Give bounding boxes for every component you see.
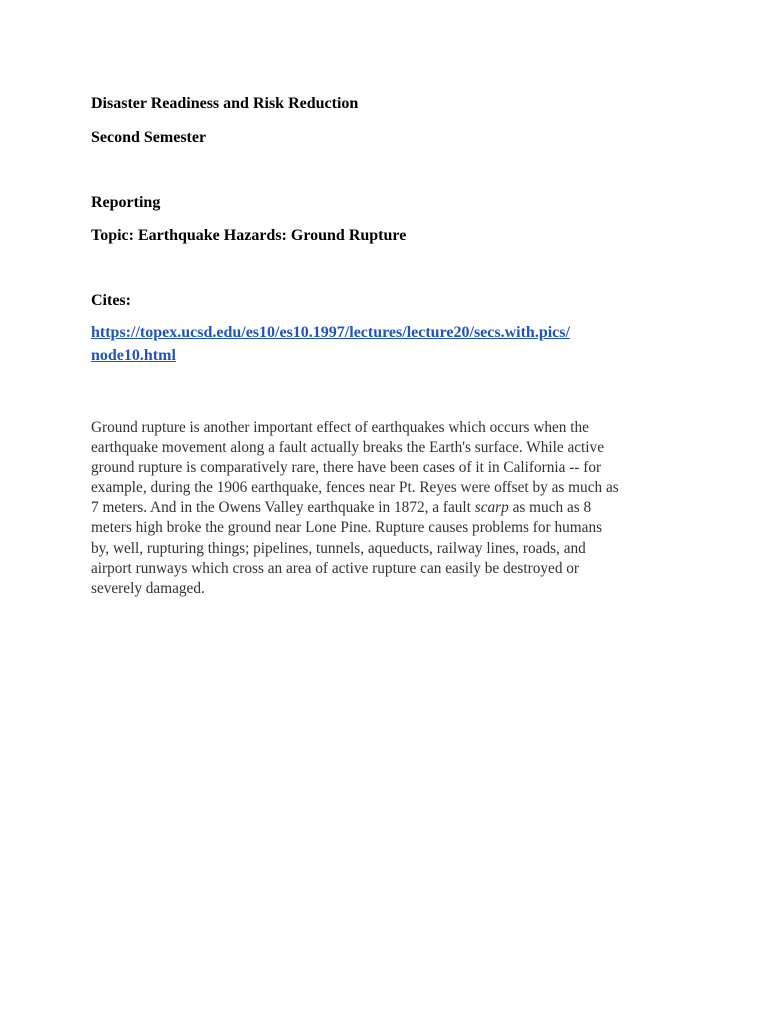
emphasized-term: scarp — [474, 499, 509, 517]
paragraph-line: airport runways which cross an area of active rupture can easily be destroyed or — [91, 559, 580, 577]
activity-label: Reporting — [91, 194, 161, 211]
semester-label: Second Semester — [91, 129, 207, 146]
paragraph-line: earthquake movement along a fault actually breaks the Earth's surface. While active — [91, 439, 604, 457]
course-title: Disaster Readiness and Risk Reduction — [91, 95, 359, 112]
paragraph-line: Ground rupture is another important effect of earthquakes which occurs when the — [91, 419, 589, 436]
paragraph-line: example, during the 1906 earthquake, fences near Pt. Reyes were offset by as much as — [91, 479, 619, 497]
cites-label: Cites: — [91, 292, 131, 309]
paragraph-text: 7 meters. And in the Owens Valley earthquake in 1872, a fault — [91, 499, 475, 517]
paragraph-line: severely damaged. — [91, 579, 205, 597]
citation-link[interactable] — [91, 321, 711, 367]
topic-heading: Topic: Earthquake Hazards: Ground Rupture — [91, 227, 407, 244]
paragraph-line: ground rupture is comparatively rare, there have been cases of it in California -- for — [91, 459, 602, 477]
paragraph-line — [91, 498, 691, 518]
paragraph-line: by, well, rupturing things; pipelines, tunnels, aqueducts, railway lines, roads, and — [91, 539, 586, 557]
body-paragraph — [91, 418, 691, 599]
paragraph-line: meters high broke the ground near Lone Pine. Rupture causes problems for humans — [91, 519, 603, 537]
citation-link-line-1[interactable]: https://topex.ucsd.edu/es10/es10.1997/lectures/lecture20/secs.with.pics/ — [91, 324, 570, 341]
citation-link-line-2[interactable]: node10.html — [91, 347, 176, 364]
paragraph-text: as much as 8 — [508, 499, 592, 517]
